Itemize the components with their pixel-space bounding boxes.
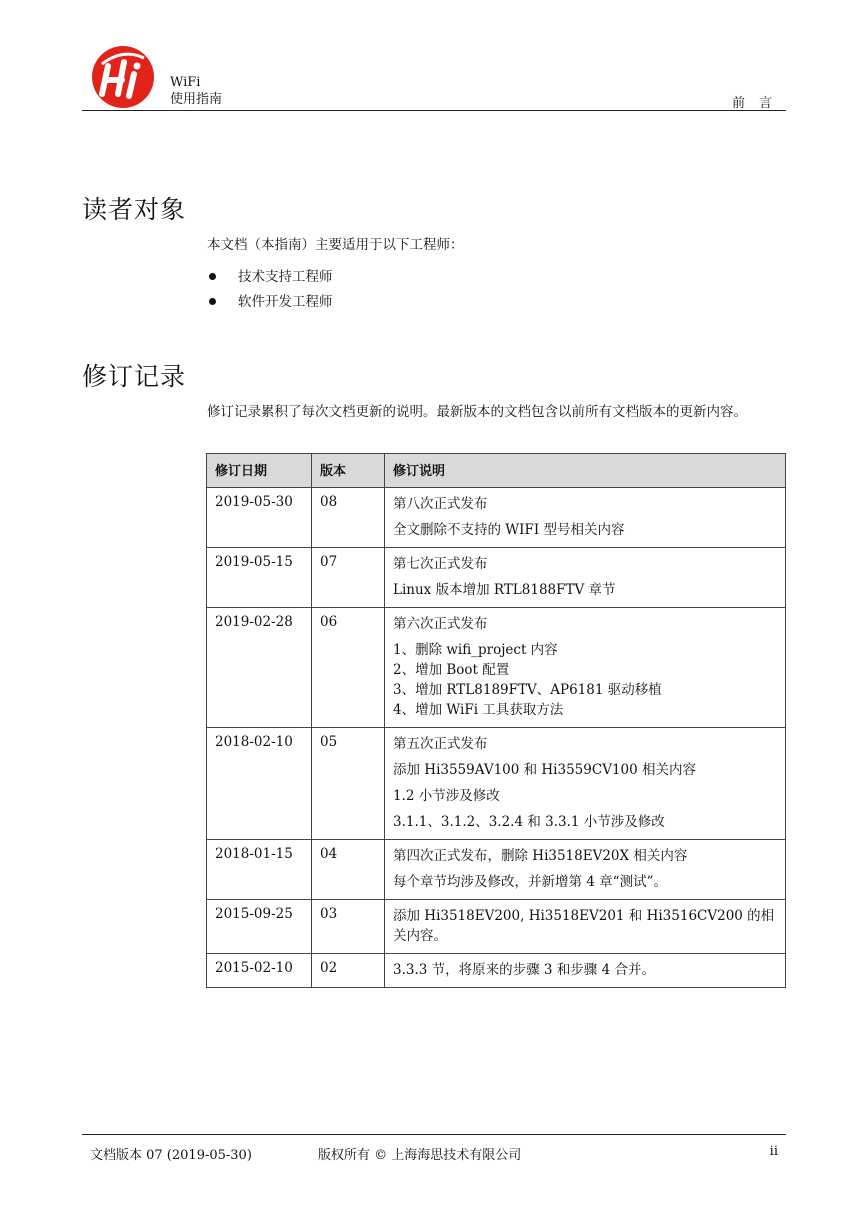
note-line: 2、增加 Boot 配置 bbox=[393, 662, 510, 678]
note-line: 第四次正式发布，删除 Hi3518EV20X 相关内容 bbox=[393, 848, 688, 864]
note-line: 1、删除 wifi_project 内容 bbox=[393, 642, 558, 658]
note-line: 添加 Hi3559AV100 和 Hi3559CV100 相关内容 bbox=[393, 762, 696, 778]
note-paragraph bbox=[393, 812, 777, 832]
footer-copyright: 版权所有 © 上海海思技术有限公司 bbox=[318, 1148, 522, 1163]
list-item-label: 软件开发工程师 bbox=[238, 294, 333, 310]
table-row bbox=[207, 900, 786, 954]
list-item-label: 技术支持工程师 bbox=[238, 269, 333, 285]
note-line: Linux 版本增加 RTL8188FTV 章节 bbox=[393, 582, 616, 598]
table-row bbox=[207, 954, 786, 988]
footer-doc-version: 文档版本 07 (2019-05-30) bbox=[90, 1148, 252, 1163]
note-paragraph bbox=[393, 760, 777, 780]
column-header-date: 修订日期 bbox=[207, 454, 312, 488]
cell-version: 04 bbox=[312, 840, 385, 900]
note-line: 3、增加 RTL8189FTV、AP6181 驱动移植 bbox=[393, 682, 662, 698]
cell-date: 2019-05-15 bbox=[207, 548, 312, 608]
header-title-block bbox=[170, 74, 222, 108]
cell-notes bbox=[385, 900, 786, 954]
table-row bbox=[207, 840, 786, 900]
header-divider bbox=[82, 110, 786, 111]
note-line: 全文删除不支持的 WIFI 型号相关内容 bbox=[393, 522, 625, 538]
note-paragraph bbox=[393, 640, 777, 720]
note-paragraph bbox=[393, 786, 777, 806]
list-item bbox=[207, 292, 333, 317]
revision-table-body bbox=[207, 488, 786, 988]
cell-date: 2019-05-30 bbox=[207, 488, 312, 548]
note-line: 4、增加 WiFi 工具获取方法 bbox=[393, 702, 564, 718]
note-paragraph bbox=[393, 734, 777, 754]
note-paragraph bbox=[393, 520, 777, 540]
cell-date: 2015-02-10 bbox=[207, 954, 312, 988]
cell-notes bbox=[385, 488, 786, 548]
hisilicon-logo bbox=[90, 44, 156, 110]
cell-notes bbox=[385, 728, 786, 840]
cell-version: 03 bbox=[312, 900, 385, 954]
note-line: 添加 Hi3518EV200, Hi3518EV201 和 Hi3516CV200 的相关内容。 bbox=[393, 908, 775, 944]
cell-version: 06 bbox=[312, 608, 385, 728]
cell-date: 2018-01-15 bbox=[207, 840, 312, 900]
note-paragraph bbox=[393, 554, 777, 574]
revisions-heading: 修订记录 bbox=[82, 362, 187, 391]
cell-notes bbox=[385, 840, 786, 900]
note-paragraph bbox=[393, 960, 777, 980]
table-row bbox=[207, 548, 786, 608]
cell-notes bbox=[385, 954, 786, 988]
note-line: 第七次正式发布 bbox=[393, 556, 488, 572]
list-item bbox=[207, 267, 333, 292]
note-paragraph bbox=[393, 906, 777, 946]
note-paragraph bbox=[393, 494, 777, 514]
note-paragraph bbox=[393, 872, 777, 892]
cell-notes bbox=[385, 608, 786, 728]
table-row bbox=[207, 488, 786, 548]
cell-version: 05 bbox=[312, 728, 385, 840]
revision-table bbox=[206, 453, 786, 988]
note-line: 3.3.3 节，将原来的步骤 3 和步骤 4 合并。 bbox=[393, 962, 655, 978]
note-line: 3.1.1、3.1.2、3.2.4 和 3.3.1 小节涉及修改 bbox=[393, 814, 665, 830]
bullet-icon bbox=[209, 273, 216, 280]
header-section: 前言 bbox=[731, 96, 786, 111]
note-paragraph bbox=[393, 580, 777, 600]
footer-page-number: ii bbox=[769, 1144, 778, 1159]
cell-version: 02 bbox=[312, 954, 385, 988]
table-header-row bbox=[207, 454, 786, 488]
table-row bbox=[207, 728, 786, 840]
note-paragraph bbox=[393, 614, 777, 634]
note-paragraph bbox=[393, 846, 777, 866]
column-header-notes: 修订说明 bbox=[385, 454, 786, 488]
note-line: 第五次正式发布 bbox=[393, 736, 488, 752]
audience-heading: 读者对象 bbox=[82, 195, 187, 224]
note-line: 第六次正式发布 bbox=[393, 616, 488, 632]
cell-date: 2019-02-28 bbox=[207, 608, 312, 728]
table-row bbox=[207, 608, 786, 728]
revisions-intro: 修订记录累积了每次文档更新的说明。最新版本的文档包含以前所有文档版本的更新内容。 bbox=[207, 404, 747, 420]
cell-date: 2018-02-10 bbox=[207, 728, 312, 840]
note-line: 每个章节均涉及修改，并新增第 4 章“测试”。 bbox=[393, 874, 667, 890]
cell-version: 08 bbox=[312, 488, 385, 548]
note-line: 第八次正式发布 bbox=[393, 496, 488, 512]
cell-date: 2015-09-25 bbox=[207, 900, 312, 954]
header-doc-title: 使用指南 bbox=[170, 92, 223, 107]
audience-list bbox=[207, 267, 333, 317]
column-header-version: 版本 bbox=[312, 454, 385, 488]
audience-intro: 本文档（本指南）主要适用于以下工程师： bbox=[207, 237, 464, 253]
header-product: WiFi bbox=[170, 75, 201, 90]
note-line: 1.2 小节涉及修改 bbox=[393, 788, 500, 804]
cell-notes bbox=[385, 548, 786, 608]
footer-divider bbox=[82, 1134, 786, 1135]
bullet-icon bbox=[209, 298, 216, 305]
cell-version: 07 bbox=[312, 548, 385, 608]
